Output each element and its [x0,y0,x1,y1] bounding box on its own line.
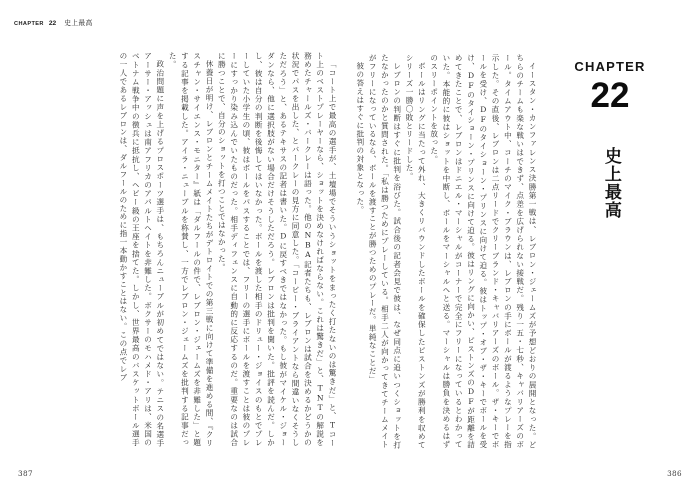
folio-recto: 386 [667,469,682,478]
verso-paragraph-3: 政治問題に声を上げるプロスポーツ選手は、もちろんニューブルが初めてではない。テニスの名選手アーサー・アッシュは南アフリカのアパルトヘイトを非難した。ボクサーのモハメド・アリは、米国のベトナム戦争中の徴兵に抵抗し、ヘビー級の王座を捨てた。しかし、世界最高のバスケットボール選手の一人であるレブロンは、ダルフールのために指一本動かすことはない。この点でレブ [118,52,165,447]
chapter-title: 史上最高 [600,146,621,219]
running-head [14,17,93,27]
verso-paragraph-1: 「コート上で最高の選手が、土壇場でそういうショットをまったく打たないのは驚きだ」と、Tコート上のベストプレーヤーなら、ショットを決めなければならない。これは驚きだ」と、TNTの解説を務めたチャールズ・バークレーは語った。他のNBA記者たちも、レブロンは試合を決めるかどうかの状況でパスを出した、とバークレーの見方に同意した。「コービー・ブライアントなら間違いなくそうしただろう」と、あるテキサスの記者は書いた。Dに戻すべきではなかった。もし彼がマイケル・ジョーダンなら、他に選択肢がない場合だけそうしただろう。レブロンは批判を聞いた。批評を読んだ。しかし、彼は自分の判断を後悔してはいなかった。ボールを渡した相手のドリュー・ジョイスのもとでプレーしていた小学生の頃、彼はボールをパスすることでは、フリーの選手にボールを渡すことは彼のプレーにすっかり染み込んでいたものだった。相手ディフェンスに自動的に反応するのだ。重要なのは試合に勝つことで、自分のショットを打つことではなかった。 [217,52,337,447]
recto-paragraph-4: 彼の答えはすぐに批判の対象となった。 [355,61,365,214]
page-recto [350,0,700,499]
chapter-number: 22 [590,76,630,115]
recto-paragraph-3: レブロンの判断はすぐに批判を浴びた。試合後の記者会見で彼は、なぜ同点に追いつくショットを打たなかったのかと質問された。「私は勝つためにプレーしている。相手二人が向かってきてチームメイトがフリーになっているなら、ボールを渡すことが勝つためのプレーだ。単純なことだ」 [368,54,402,449]
verso-body-text [20,52,338,447]
chapter-opener [554,60,666,229]
verso-paragraph-2: 休養日が明け、レブロンとチームメイトたちがデトロイトでの第三戦に向けて準備を進める間、『クリスチャン・サイエンス・モニター』紙は「ダルフールの件で、レブロン・ジェームズを非難した」と題する記事を掲載した。アイラ・ニューブルを称賛し、一方でレブロン・ジェームズを批判する記事だった。 [168,52,215,447]
recto-paragraph-1: イースタン・カンファレンス決勝第一戦は、レブロン・ジェームズが予想どおりの展開となった。どちらのチームも楽な戦いはできず、点差を広げられない接戦だ。残り一五・七秒、キャバリアーズのボール。タイムアウト中、コーチのマイク・ブラウンは、レブロンの手にボールが渡るようなプレーを指示した。その直後、レブロンは二点リードでクリーブランド・キャバリアーズのボール。ザ・キーでボールを受け、DFのタイショーン・プリンスに向けて迫る。彼はトップ・オブ・ザ・キーでボールを受け、DFのタイショーン・プリンスに向けて迫る。彼はリングに向かい、ピストンズのDFが距離を詰めてきたことで、レブロンはドニエル・マーシャルがコーナーで完全にフリーになっているとわかっていた。本能的に彼はショットを中断し、ボールをマーシャルへと送る。マーシャルは勝負を決めるはずのスリーポイントを放った。 [429,54,537,449]
chapter-word: CHAPTER [574,59,646,74]
folio-verso: 387 [18,469,33,478]
recto-body-text [355,54,538,449]
running-head-title: 史上最高 [64,19,93,27]
running-head-chapter-number: 22 [48,20,57,27]
recto-paragraph-2: ボールはリングに当たって外れ、大きくリバウンドしたボールを確保したピストンズが勝利を収めてシリーズ一勝〇敗とリードした。 [405,54,427,449]
running-head-chapter-word: CHAPTER [14,21,44,27]
